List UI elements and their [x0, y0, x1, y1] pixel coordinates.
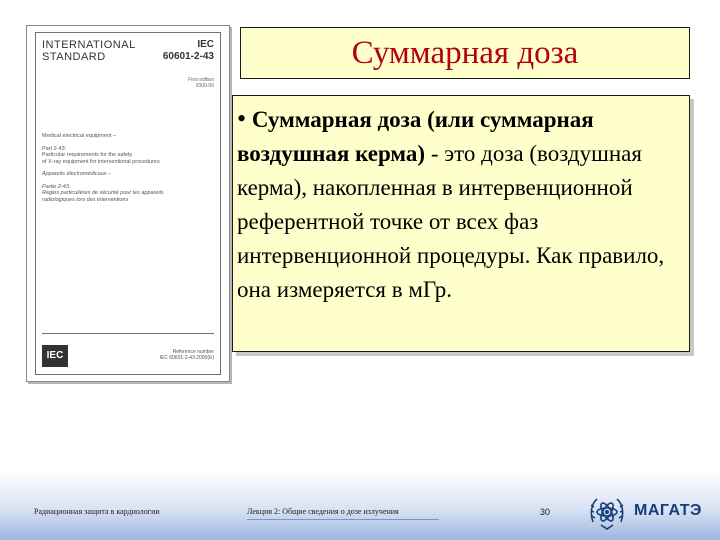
- document-header-line: STANDARD: [42, 51, 106, 63]
- document-reference-line: Reference number: [172, 349, 214, 355]
- document-edition-line: 2000-06: [195, 83, 214, 89]
- document-body-line: radiologiques lors des interventions: [42, 196, 129, 203]
- document-body-line: Règles particulières de sécurité pour les appareils: [42, 190, 164, 196]
- document-frame: [35, 32, 221, 375]
- slide-title-box: [240, 27, 690, 79]
- document-divider: [42, 333, 214, 334]
- defined-term: Суммарная доза (или суммарная воздушная керма): [237, 107, 594, 166]
- document-number-line: 60601-2-43: [162, 51, 214, 62]
- document-body-line: Appareils électromédicaux –: [42, 171, 112, 177]
- document-body-line: Medical electrical equipment –: [42, 133, 116, 139]
- course-title: Радиационная защита в кардиологии: [34, 507, 160, 516]
- definition-box: [232, 95, 690, 352]
- document-body-line: of X-ray equipment for interventional procedures: [42, 158, 160, 165]
- document-body-line: Particular requirements for the safety: [42, 152, 133, 158]
- document-number: [163, 39, 214, 63]
- document-body-line: Part 2-43:: [42, 145, 67, 152]
- organization-name: МАГАТЭ: [634, 502, 702, 519]
- lecture-title: Лекция 2: Общие сведения о дозе излучения: [247, 507, 399, 516]
- definition-text: [237, 102, 687, 307]
- document-reference: [160, 349, 214, 361]
- document-header-line: INTERNATIONAL: [42, 39, 136, 51]
- document-header-left: [42, 39, 136, 63]
- document-edition-line: First edition: [188, 77, 214, 83]
- document-edition: [188, 77, 214, 89]
- bullet-icon: •: [237, 104, 247, 133]
- slide-title: Суммарная доза: [351, 34, 579, 71]
- iec-logo: IEC: [42, 345, 68, 367]
- document-reference-line: IEC 60601-2-43:2000(E): [159, 355, 214, 361]
- iaea-emblem-icon: [587, 492, 627, 532]
- document-body-line: Partie 2-43:: [42, 183, 71, 190]
- lecture-underline: [247, 519, 439, 520]
- page-number: 30: [540, 507, 551, 517]
- definition-body: - это доза (воздушная керма), накопленная в интервенционной референтной точке от всех фаз интервенционной процедуры. Как правило, она измеряется в мГр.: [237, 141, 665, 302]
- document-body: [42, 133, 212, 203]
- standard-document-image: [26, 25, 230, 382]
- document-number-line: IEC: [197, 39, 214, 50]
